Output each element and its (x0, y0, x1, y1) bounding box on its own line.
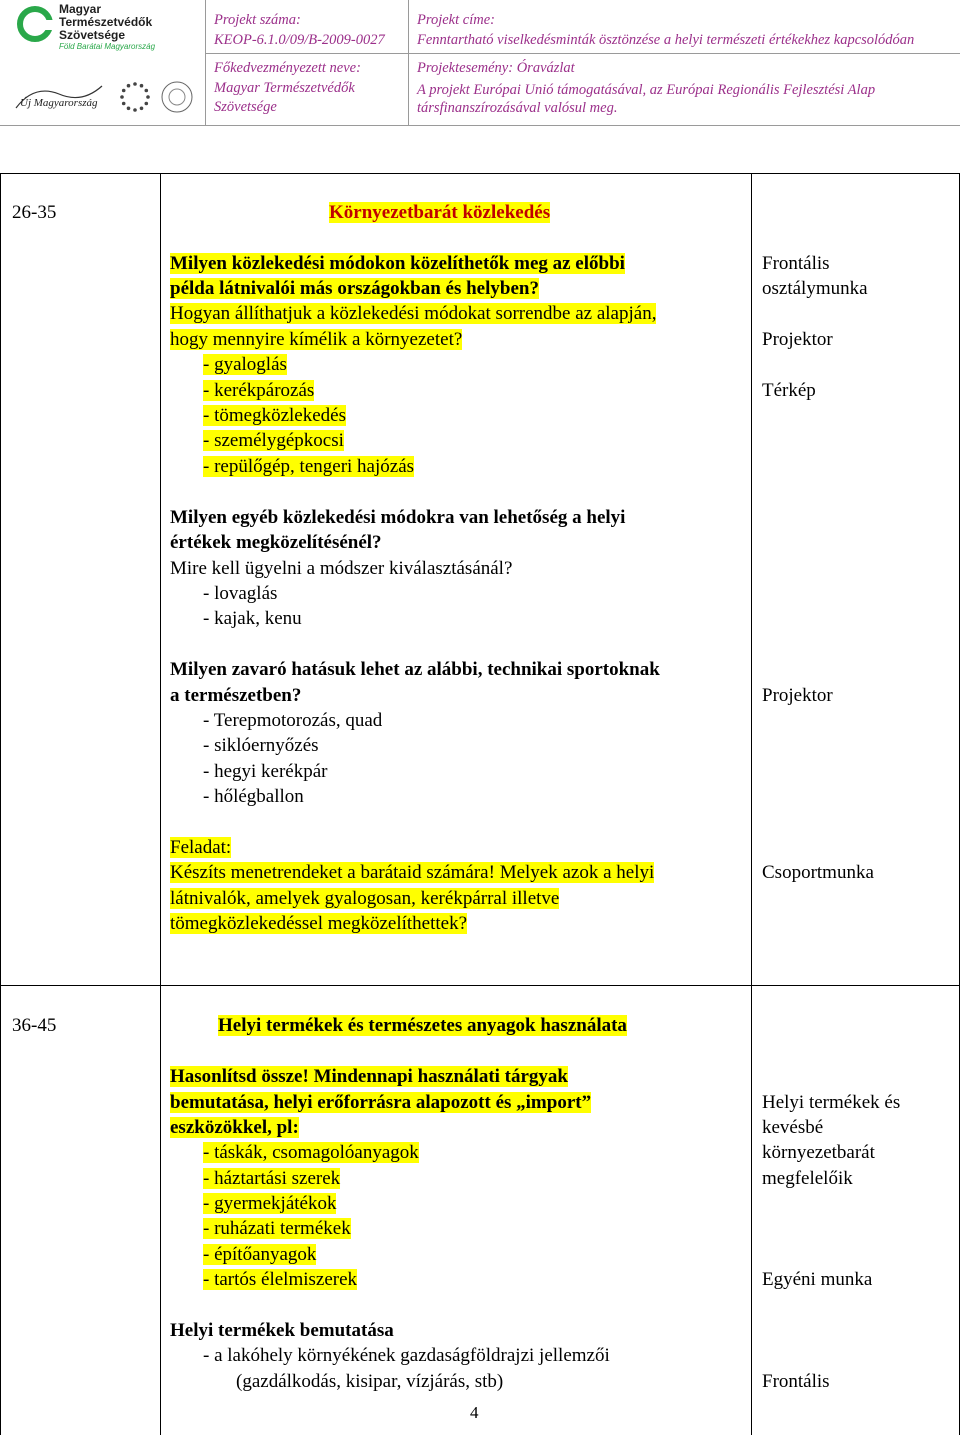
time-slot: 26-35 (12, 202, 57, 223)
page-number: 4 (470, 1403, 479, 1422)
method-text: Csoportmunka (762, 862, 874, 883)
list-item: - siklóernyőzés (203, 735, 319, 756)
method-text: Frontális (762, 1371, 830, 1392)
section-title: Környezetbarát közlekedés (329, 202, 551, 223)
question-text: Hogyan állíthatjuk a közlekedési módokat sorrendbe az alapján, (170, 303, 657, 324)
section-title: Helyi termékek és természetes anyagok használata (218, 1015, 627, 1036)
list-item: - tömegközlekedés (203, 405, 346, 426)
beneficiary-name: Magyar Természetvédők (214, 80, 355, 96)
list-item: - gyaloglás (203, 354, 287, 375)
mtvsz-logo-icon (17, 6, 53, 42)
list-item: - repülőgép, tengeri hajózás (203, 456, 415, 477)
tool-text: környezetbarát (762, 1142, 875, 1163)
state-coat-of-arms-icon (160, 80, 194, 114)
tool-text: Projektor (762, 685, 833, 706)
list-item: - hegyi kerékpár (203, 761, 328, 782)
tool-text: Helyi termékek és (762, 1092, 901, 1113)
question-text: a természetben? (170, 685, 302, 706)
task-text: látnivalók, amelyek gyalogosan, kerékpárral illetve (170, 888, 560, 909)
project-event: Projektesemény: Óravázlat (417, 60, 575, 76)
question-text: bemutatása, helyi erőforrásra alapozott és „import” (170, 1092, 592, 1113)
list-item: - Terepmotorozás, quad (203, 710, 383, 731)
uj-magyarorszag-logo (14, 78, 104, 116)
tool-text: Térkép (762, 380, 816, 401)
question-text: Milyen egyéb közlekedési módokra van lehetőség a helyi (170, 507, 626, 528)
table-border (0, 173, 1, 1435)
tool-text: Projektor (762, 329, 833, 350)
list-item: - építőanyagok (203, 1244, 317, 1265)
list-item: - kerékpározás (203, 380, 315, 401)
list-item: (gazdálkodás, kisipar, vízjárás, stb) (236, 1371, 504, 1392)
question-text: Hasonlítsd össze! Mindennapi használati tárgyak (170, 1066, 568, 1087)
task-text: tömegközlekedéssel megközelíthettek? (170, 913, 468, 934)
list-item: - gyermekjátékok (203, 1193, 337, 1214)
svg-text:Új Magyarország: Új Magyarország (20, 97, 98, 109)
funding-note: A projekt Európai Unió támogatásával, az Európai Regionális Fejlesztési Alap (417, 82, 876, 98)
column-separator (160, 173, 161, 1435)
time-slot: 36-45 (12, 1015, 57, 1036)
task-label: Feladat: (170, 837, 232, 858)
task-text: Készíts menetrendeket a barátaid számára! Melyek azok a helyi (170, 862, 655, 883)
eu-stars-icon (118, 80, 152, 114)
tool-text: kevésbé (762, 1117, 824, 1138)
header-bottom-rule (0, 125, 960, 126)
question-text: példa látnivalói más országokban és helyben? (170, 278, 539, 299)
header-row-rule (205, 53, 960, 54)
project-number: KEOP-6.1.0/09/B-2009-0027 (214, 32, 385, 48)
question-text: Mire kell ügyelni a módszer kiválasztásánál? (170, 558, 513, 579)
method-text: Egyéni munka (762, 1269, 873, 1290)
method-text: osztálymunka (762, 278, 868, 299)
beneficiary-label: Főkedvezményezett neve: (214, 60, 361, 76)
header-divider (205, 0, 206, 126)
column-separator (751, 173, 752, 1435)
question-text: eszközökkel, pl: (170, 1117, 299, 1138)
question-text: hogy mennyire kímélik a környezetet? (170, 329, 463, 350)
logo-title: Magyar Természetvédők Szövetsége (59, 2, 153, 42)
project-title: Fenntartható viselkedésminták ösztönzése a helyi természeti értékekhez kapcsolódóan (417, 32, 915, 48)
list-item: - háztartási szerek (203, 1168, 341, 1189)
lesson-plan-table (0, 173, 960, 1435)
logo-subtitle: Föld Barátai Magyarország (59, 42, 156, 51)
row-separator (0, 985, 960, 986)
tool-text: megfelelőik (762, 1168, 853, 1189)
funding-note: társfinanszírozásával valósul meg. (417, 100, 618, 116)
list-item: - kajak, kenu (203, 608, 302, 629)
beneficiary-name: Szövetsége (214, 99, 277, 115)
list-item: - lovaglás (203, 583, 278, 604)
header-divider (408, 0, 409, 126)
list-item: - hőlégballon (203, 786, 304, 807)
list-item: - ruházati termékek (203, 1218, 351, 1239)
table-border (0, 173, 960, 174)
list-item: - táskák, csomagolóanyagok (203, 1142, 419, 1163)
question-text: Milyen zavaró hatásuk lehet az alábbi, technikai sportoknak (170, 659, 660, 680)
document-header (0, 0, 960, 126)
question-text: Milyen közlekedési módokon közelíthetők meg az előbbi (170, 253, 625, 274)
project-number-label: Projekt száma: (214, 12, 301, 28)
list-item: - személygépkocsi (203, 430, 344, 451)
list-item: - a lakóhely környékének gazdaságföldrajzi jellemzői (203, 1345, 610, 1366)
question-text: értékek megközelítésénél? (170, 532, 382, 553)
method-text: Frontális (762, 253, 830, 274)
question-text: Helyi termékek bemutatása (170, 1320, 394, 1341)
project-title-label: Projekt címe: (417, 12, 495, 28)
list-item: - tartós élelmiszerek (203, 1269, 358, 1290)
